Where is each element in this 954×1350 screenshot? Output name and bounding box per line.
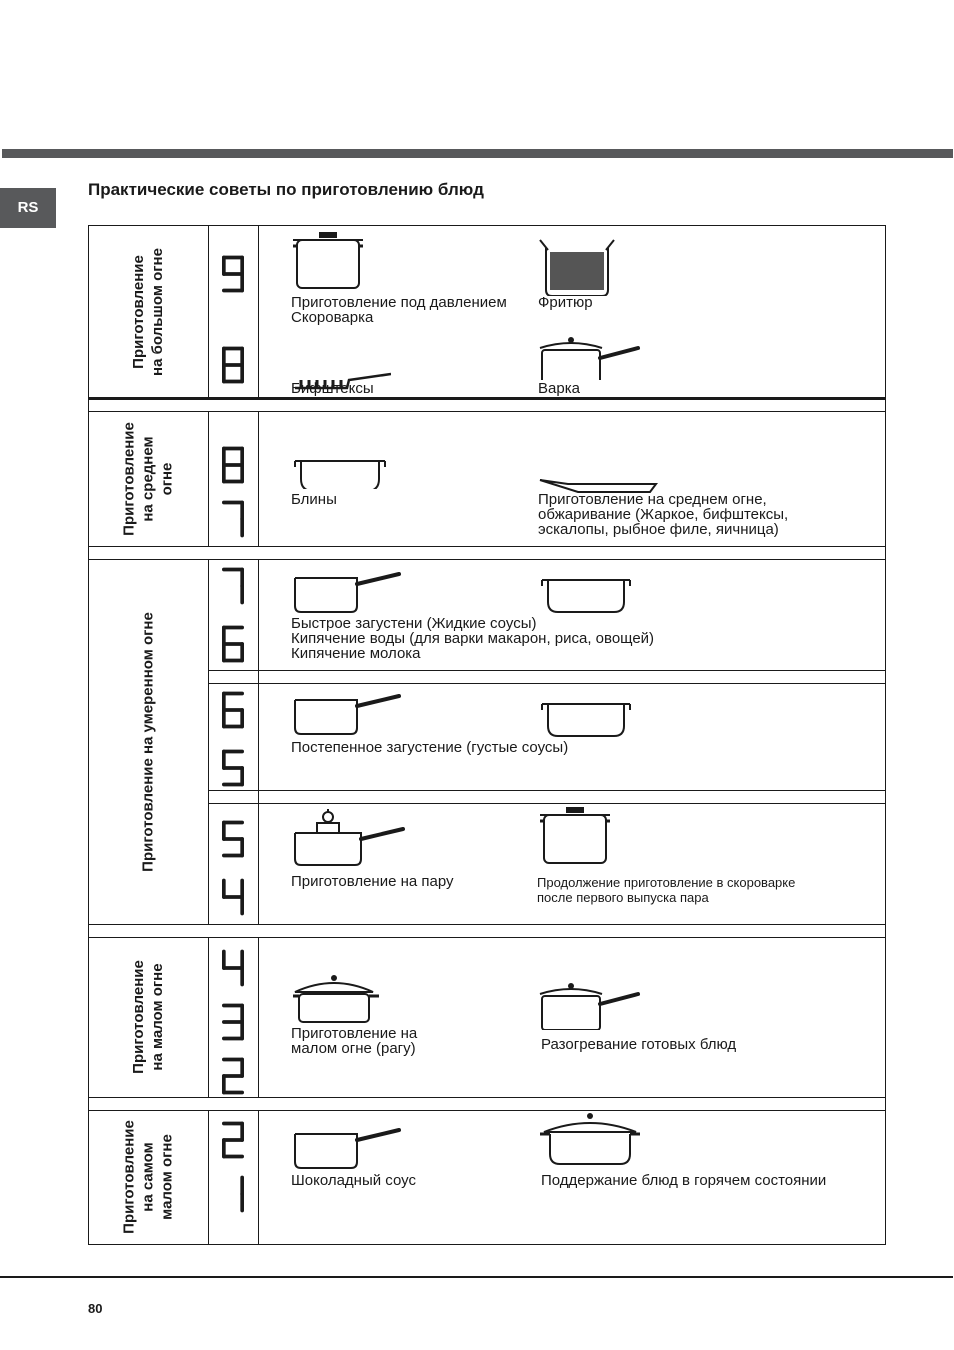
table-rule <box>885 559 886 925</box>
cooking-method-label: Продолжение приготовление в скороварке после первого выпуска пара <box>537 875 796 905</box>
heat-level-digit <box>222 1175 244 1213</box>
cooking-method-label: Постепенное загустение (густые соусы) <box>291 739 569 756</box>
heat-level-digit <box>222 949 244 987</box>
table-rule <box>208 225 209 400</box>
saucepan-with-lid-icon <box>538 978 650 1030</box>
large-pot-with-lid-icon <box>538 1110 646 1168</box>
heat-level-digit <box>222 567 244 605</box>
page-number: 80 <box>88 1301 103 1316</box>
pot-icon <box>538 572 634 614</box>
heat-level-digit <box>222 691 244 729</box>
table-rule <box>885 924 886 937</box>
section-label: Приготовление на малом огне <box>130 960 166 1074</box>
cooking-method-label: Быстрое загустени (Жидкие соусы) Кипячение воды (для варки макарон, риса, овощей) Кипячение молока <box>291 615 655 662</box>
table-rule <box>258 225 259 400</box>
saucepan-icon <box>291 570 403 614</box>
table-rule <box>208 937 209 1098</box>
steamer-saucepan-icon <box>291 807 405 867</box>
table-rule <box>258 559 259 925</box>
pot-with-lid-icon <box>291 972 381 1026</box>
heat-level-digit <box>222 878 244 916</box>
heat-level-digit <box>222 1121 244 1159</box>
section-label: Приготовление на умеренном огне <box>139 611 157 872</box>
table-rule <box>885 670 886 683</box>
table-rule <box>208 411 209 547</box>
cooking-method-label: Блины <box>291 491 337 508</box>
heat-level-digit <box>222 500 244 538</box>
table-rule <box>885 937 886 1098</box>
cooking-method-label: Бифштексы <box>291 380 374 397</box>
section-label: Приготовление на среднем огне <box>120 421 176 536</box>
table-rule <box>88 1097 89 1110</box>
table-rule <box>885 1097 886 1110</box>
cooking-method-label: Поддержание блюд в горячем состоянии <box>541 1172 827 1189</box>
shallow-pan-icon <box>291 451 389 489</box>
table-rule <box>885 546 886 559</box>
section-label-box <box>88 937 208 1097</box>
table-rule <box>208 1110 209 1245</box>
heat-level-digit <box>222 446 244 484</box>
heat-level-digit <box>222 820 244 858</box>
heat-level-digit <box>222 1057 244 1095</box>
saucepan-icon <box>291 692 403 736</box>
pot-icon <box>538 696 634 738</box>
cooking-method-label: Приготовление на пару <box>291 873 454 890</box>
cooking-method-label: Варка <box>538 380 580 397</box>
pressure-cooker-icon <box>291 228 369 292</box>
table-rule <box>88 924 89 937</box>
language-tab: RS <box>0 188 56 228</box>
pressure-cooker-icon <box>538 803 618 869</box>
table-rule <box>258 411 259 547</box>
table-rule <box>885 399 886 411</box>
heat-level-digit <box>222 749 244 787</box>
cooking-method-label: Разогревание готовых блюд <box>541 1036 737 1053</box>
table-rule <box>885 225 886 400</box>
heat-level-digit <box>222 346 244 384</box>
table-rule <box>885 1110 886 1245</box>
saucepan-with-lid-icon <box>538 332 642 380</box>
section-label-box <box>88 225 208 399</box>
header-bar <box>2 149 953 158</box>
footer-rule <box>0 1276 953 1278</box>
cooking-method-label: Приготовление под давлением Скороварка <box>291 294 507 326</box>
table-rule <box>885 790 886 803</box>
table-rule <box>208 559 209 925</box>
cooking-method-label: Приготовление на среднем огне, обжаривание (Жаркое, бифштексы, эскалопы, рыбное филе, яичница) <box>538 491 789 538</box>
table-rule <box>88 546 89 559</box>
table-rule <box>885 411 886 547</box>
heat-level-digit <box>222 1003 244 1041</box>
cooking-method-label: Фритюр <box>538 294 593 311</box>
page-title: Практические советы по приготовлению блюд <box>88 180 484 199</box>
section-label: Приготовление на самом малом огне <box>120 1120 176 1234</box>
table-rule <box>88 399 89 411</box>
table-rule <box>258 1110 259 1245</box>
saucepan-icon <box>291 1126 403 1170</box>
table-rule <box>208 683 886 684</box>
section-label-box <box>88 1110 208 1244</box>
table-rule <box>208 790 886 791</box>
table-rule <box>258 937 259 1098</box>
section-label-box <box>88 559 208 924</box>
cooking-method-label: Шоколадный соус <box>291 1172 416 1189</box>
heat-level-digit <box>222 255 244 293</box>
table-rule <box>208 670 886 671</box>
cooking-method-label: Приготовление на малом огне (рагу) <box>291 1025 418 1057</box>
section-label: Приготовление на большом огне <box>130 248 166 376</box>
deep-fryer-basket-icon <box>538 236 618 296</box>
heat-level-digit <box>222 625 244 663</box>
section-label-box <box>88 411 208 546</box>
